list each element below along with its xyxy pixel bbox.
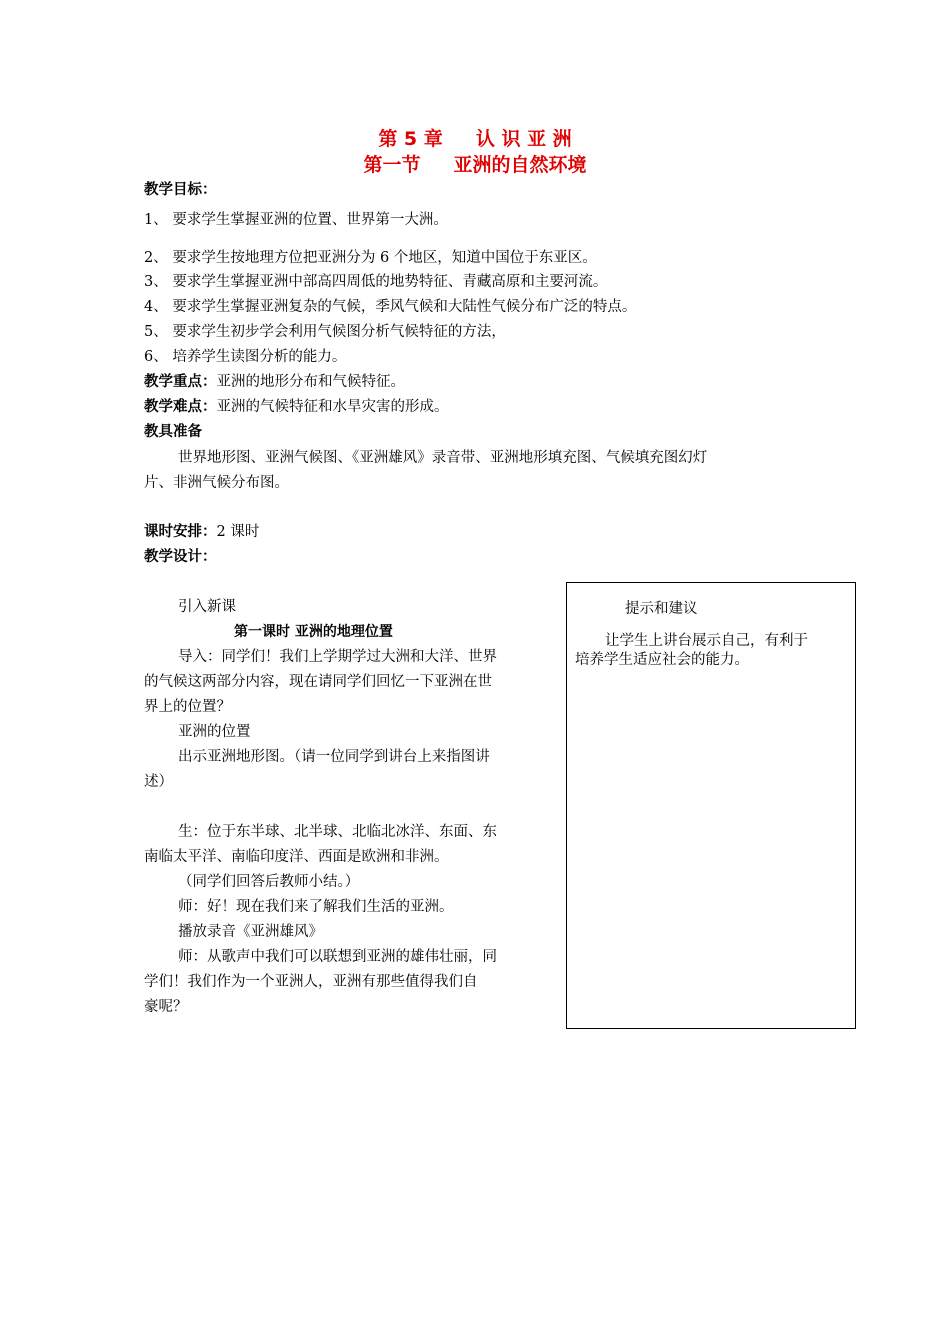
- objective-item: 6、 培养学生读图分析的能力。: [144, 349, 347, 365]
- objective-item: 2、 要求学生按地理方位把亚洲分为 6 个地区，知道中国位于东亚区。: [144, 250, 597, 266]
- objective-item: 3、 要求学生掌握亚洲中部高四周低的地势特征、青藏高原和主要河流。: [144, 274, 608, 290]
- objective-item: 1、 要求学生掌握亚洲的位置、世界第一大洲。: [144, 212, 448, 228]
- paragraph-line: 述）: [144, 774, 173, 790]
- paragraph-line: 生：位于东半球、北半球、北临北冰洋、东面、东: [178, 824, 497, 840]
- schedule-text: 2 课时: [216, 524, 260, 540]
- schedule: [144, 522, 259, 542]
- tips-line: 培养学生适应社会的能力。: [575, 652, 749, 668]
- key-points-label: 教学重点：: [144, 374, 217, 390]
- intro-text: 引入新课: [178, 599, 236, 615]
- difficulties-label: 教学难点：: [144, 399, 217, 415]
- paragraph-line: 师：好！现在我们来了解我们生活的亚洲。: [178, 899, 454, 915]
- tips-box: [566, 582, 856, 1029]
- tips-heading: 提示和建议: [625, 601, 698, 617]
- paragraph-line: 界上的位置？: [144, 699, 231, 715]
- paragraph-line: （同学们回答后教师小结。）: [178, 874, 360, 890]
- objectives-heading: 教学目标：: [144, 182, 217, 198]
- difficulties: [144, 397, 449, 417]
- materials-heading: 教具准备: [144, 424, 202, 440]
- paragraph-line: 出示亚洲地形图。（请一位同学到讲台上来指图讲: [178, 749, 490, 765]
- paragraph-line: 导入：同学们！我们上学期学过大洲和大洋、世界: [178, 649, 497, 665]
- tips-line: 让学生上讲台展示自己，有利于: [605, 633, 808, 649]
- spacer-line: [144, 795, 554, 820]
- difficulties-text: 亚洲的气候特征和水旱灾害的形成。: [216, 399, 449, 415]
- paragraph-line: 师：从歌声中我们可以联想到亚洲的雄伟壮丽，同: [178, 949, 497, 965]
- materials-line: 片、非洲气候分布图。: [144, 475, 289, 491]
- schedule-label: 课时安排：: [144, 524, 217, 540]
- section-title: 第一节 亚洲的自然环境: [363, 154, 587, 176]
- chapter-title: 第 5 章 认 识 亚 洲: [378, 128, 572, 150]
- paragraph-line: 豪呢？: [144, 999, 188, 1015]
- key-points: [144, 372, 405, 392]
- paragraph-line: 南临太平洋、南临印度洋、西面是欧洲和非洲。: [144, 849, 449, 865]
- paragraph-line: 学们！我们作为一个亚洲人，亚洲有那些值得我们自: [144, 974, 478, 990]
- key-points-text: 亚洲的地形分布和气候特征。: [216, 374, 405, 390]
- objective-item: 4、 要求学生掌握亚洲复杂的气候，季风气候和大陆性气候分布广泛的特点。: [144, 299, 637, 315]
- paragraph-line: 亚洲的位置: [178, 724, 251, 740]
- design-heading: 教学设计：: [144, 549, 217, 565]
- paragraph-line: 播放录音《亚洲雄风》: [178, 924, 323, 940]
- paragraph-line: 的气候这两部分内容，现在请同学们回忆一下亚洲在世: [144, 674, 492, 690]
- materials-line: 世界地形图、亚洲气候图、《亚洲雄风》录音带、亚洲地形填充图、气候填充图幻灯: [178, 450, 708, 466]
- teaching-process-column: [144, 595, 554, 1020]
- objective-item: 5、 要求学生初步学会利用气候图分析气候特征的方法，: [144, 324, 506, 340]
- lesson-title: 第一课时 亚洲的地理位置: [234, 624, 393, 640]
